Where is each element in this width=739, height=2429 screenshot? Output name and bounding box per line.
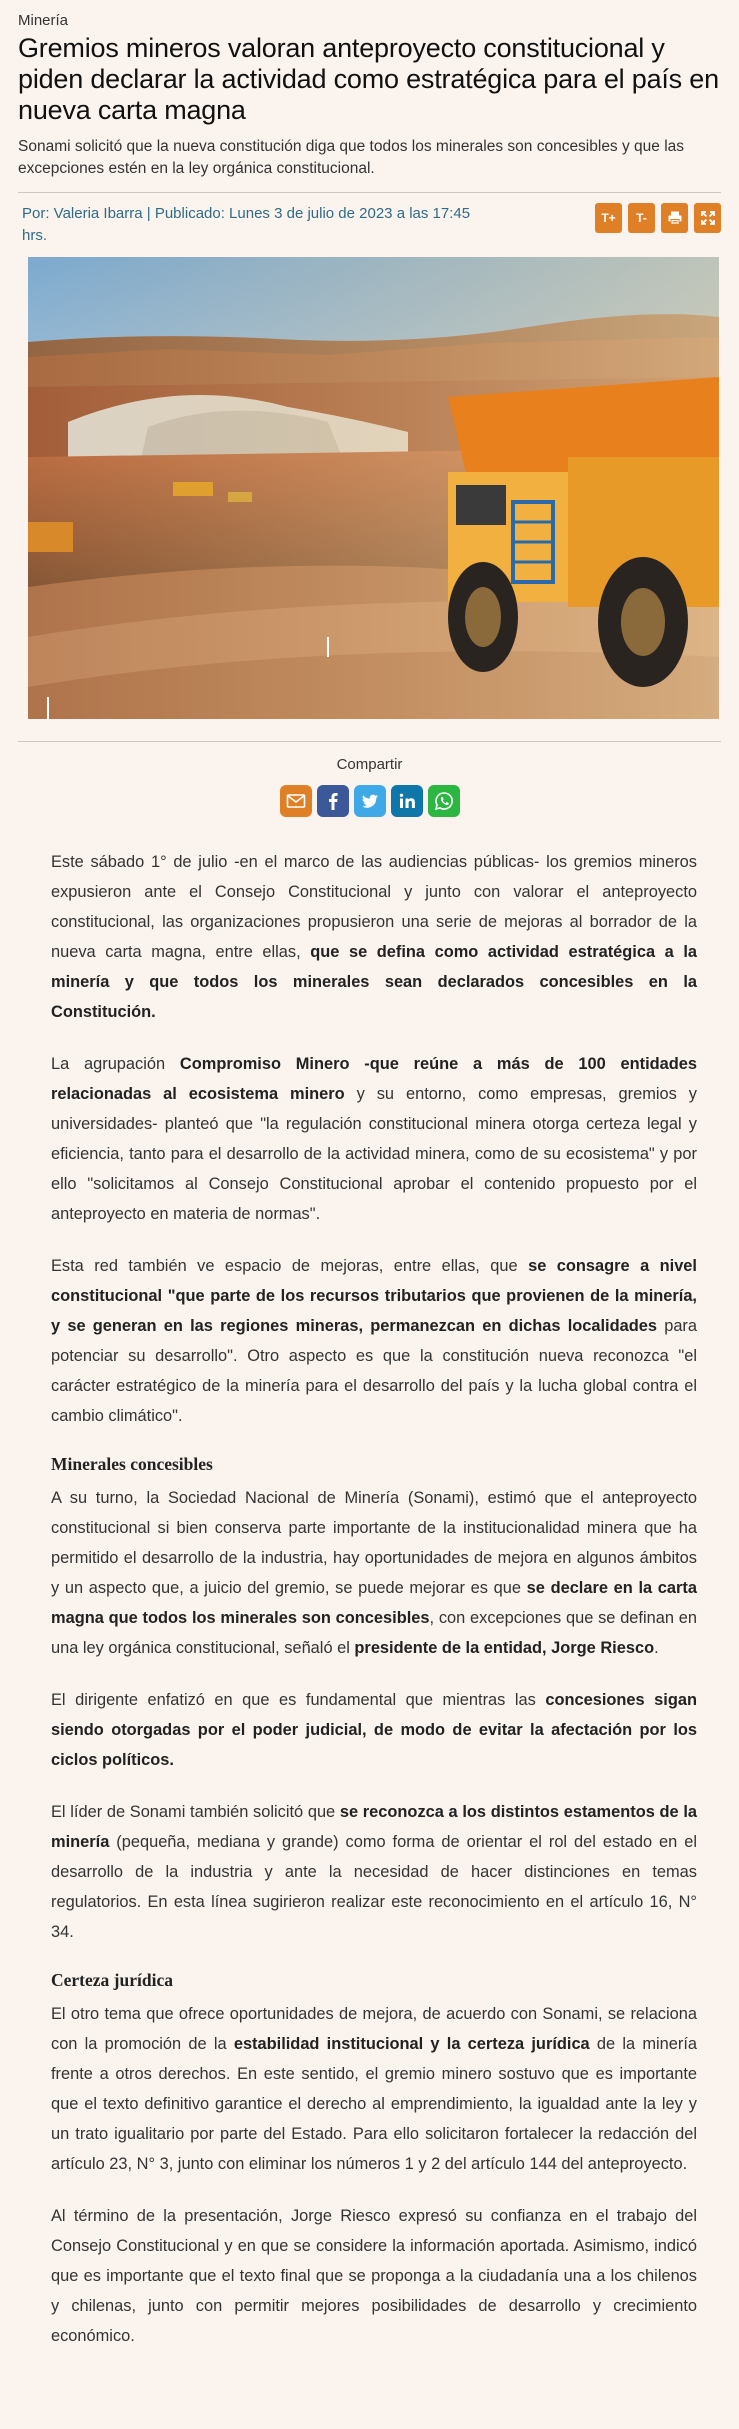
share-linkedin-button[interactable] xyxy=(391,785,423,817)
paragraph-text: para potenciar su desarrollo". Otro aspecto es que la constitución nueva reconozca "el carácter estratégico de la minería para el desarrollo del país y la lucha global contra el cambio climático". xyxy=(51,1317,698,1425)
body-paragraph xyxy=(51,2201,697,2351)
subheading-minerales-concesibles: Minerales concesibles xyxy=(51,1454,213,1474)
expand-icon xyxy=(700,210,716,226)
print-button[interactable] xyxy=(661,203,688,233)
printer-icon xyxy=(667,210,683,226)
share-divider xyxy=(18,741,721,742)
body-paragraph xyxy=(51,1797,697,1947)
body-paragraph xyxy=(51,1049,697,1229)
section-label[interactable]: Minería xyxy=(18,12,69,29)
article-photo-mining-truck xyxy=(28,257,719,719)
facebook-icon xyxy=(322,790,344,812)
body-paragraph xyxy=(51,1685,697,1775)
share-facebook-button[interactable] xyxy=(317,785,349,817)
byline: Por: Valeria Ibarra | Publicado: Lunes 3 de julio de 2023 a las 17:45 hrs. xyxy=(22,205,471,244)
article-body xyxy=(0,817,739,2351)
paragraph-bold-text: presidente de la entidad, Jorge Riesco xyxy=(354,1639,655,1657)
paragraph-text: Este sábado 1° de julio -en el marco de las audiencias públicas- los gremios mineros expusieron ante el Consejo Constitucional y junto con valorar el anteproyecto constitucional, las organizaciones propusieron una serie de mejoras al borrador de la nueva carta magna, entre ellas, xyxy=(51,853,697,961)
paragraph-bold-text: que se defina como actividad estratégica a la minería y que todos los minerales sean declarados concesibles en la Constitución. xyxy=(51,943,697,1021)
article-headline: Gremios mineros valoran anteproyecto constitucional y piden declarar la actividad como estratégica para el país en nueva carta magna xyxy=(18,33,719,125)
paragraph-text: de la minería frente a otros derechos. En este sentido, el gremio minero sostuvo que es importante que el texto definitivo garantice el derecho al emprendimiento, la igualdad ante la ley y un trato igualitario por parte del Estado. Para ello solicitaron fortalecer la redacción del artículo 23, N° 3, junto con eliminar los números 1 y 2 del artículo 144 del anteproyecto. xyxy=(51,2035,698,2173)
share-whatsapp-button[interactable] xyxy=(428,785,460,817)
share-twitter-button[interactable] xyxy=(354,785,386,817)
share-label: Compartir xyxy=(336,756,403,773)
paragraph-text: El otro tema que ofrece oportunidades de mejora, de acuerdo con Sonami, se relaciona con la promoción de la xyxy=(51,2005,697,2053)
paragraph-bold-text: Compromiso Minero -que reúne a más de 100 entidades relacionadas al ecosistema minero xyxy=(51,1055,697,1103)
paragraph-bold-text: se declare en la carta magna que todos los minerales son concesibles xyxy=(51,1579,697,1627)
font-decrease-button[interactable]: T- xyxy=(628,203,655,233)
expand-button[interactable] xyxy=(694,203,721,233)
linkedin-icon xyxy=(396,790,418,812)
body-paragraph xyxy=(51,1999,697,2179)
paragraph-text: Al término de la presentación, Jorge Riesco expresó su confianza en el trabajo del Consejo Constitucional y en que se considere la información aportada. Asimismo, indicó que es importante que el texto final que se proponga a la ciudadanía una a los chilenos y chilenas, junto con permitir mejores posibilidades de desarrollo y crecimiento económico. xyxy=(51,2207,697,2345)
paragraph-bold-text: se reconozca a los distintos estamentos de la minería xyxy=(51,1803,697,1851)
paragraph-text: (pequeña, mediana y grande) como forma de orientar el rol del estado en el desarrollo de la industria y ante la necesidad de hacer distinciones en temas regulatorios. En esta línea sugirieron realizar este reconocimiento en el artículo 16, N° 34. xyxy=(51,1833,697,1941)
paragraph-text: , con excepciones que se definan en una ley orgánica constitucional, señaló el xyxy=(51,1609,697,1657)
paragraph-text: y su entorno, como empresas, gremios y universidades- planteó que "la regulación constitucional minera otorga certeza legal y eficiencia, tanto para el desarrollo de la actividad minera, como de su ecosistema" y por ello "solicitamos al Consejo Constitucional aprobar el contenido propuesto por el anteproyecto en materia de normas". xyxy=(51,1085,697,1223)
font-increase-button[interactable]: T+ xyxy=(595,203,622,233)
email-icon xyxy=(285,790,307,812)
paragraph-text: . xyxy=(654,1639,659,1657)
paragraph-text: Esta red también ve espacio de mejoras, entre ellas, que xyxy=(51,1257,529,1275)
paragraph-text: El dirigente enfatizó en que es fundamental que mientras las xyxy=(51,1691,546,1709)
share-icons xyxy=(0,785,739,817)
paragraph-bold-text: concesiones sigan siendo otorgadas por el poder judicial, de modo de evitar la afectación por los ciclos políticos. xyxy=(51,1691,697,1769)
paragraph-bold-text: se consagre a nivel constitucional "que parte de los recursos tributarios que provienen de la minería, y se generan en las regiones mineras, permanezcan en dichas localidades xyxy=(51,1257,697,1335)
body-paragraph xyxy=(51,1483,697,1663)
whatsapp-icon xyxy=(433,790,455,812)
paragraph-text: A su turno, la Sociedad Nacional de Minería (Sonami), estimó que el anteproyecto constitucional si bien conserva parte importante de la institucionalidad minera que ha permitido el desarrollo de la industria, hay oportunidades de mejora en algunos ámbitos y un aspecto que, a juicio del gremio, se puede mejorar es que xyxy=(51,1489,697,1597)
share-email-button[interactable] xyxy=(280,785,312,817)
paragraph-bold-text: estabilidad institucional y la certeza jurídica xyxy=(233,2035,590,2053)
twitter-icon xyxy=(359,790,381,812)
meta-row xyxy=(0,193,739,245)
paragraph-text: La agrupación xyxy=(51,1055,180,1073)
body-paragraph xyxy=(51,847,697,1027)
article-subheadline: Sonami solicitó que la nueva constitución diga que todos los minerales son concesibles y que las excepciones estén en la ley orgánica constitucional. xyxy=(18,138,685,177)
body-paragraph xyxy=(51,1251,697,1431)
subheading-certeza-juridica: Certeza jurídica xyxy=(51,1970,173,1990)
article-header xyxy=(0,0,739,180)
paragraph-text: El líder de Sonami también solicitó que xyxy=(51,1803,340,1821)
article-toolbar xyxy=(595,203,721,233)
